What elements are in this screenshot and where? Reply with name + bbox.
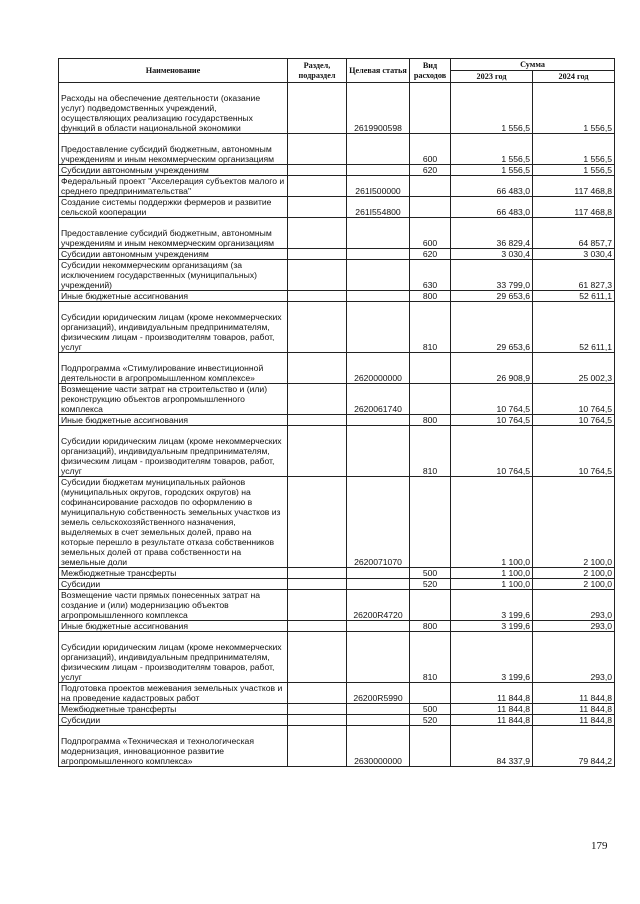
header-section: Раздел, подраздел <box>288 59 347 83</box>
cell-2023: 29 653,6 <box>451 291 533 302</box>
table-row <box>59 477 615 568</box>
cell-2023: 33 799,0 <box>451 260 533 291</box>
cell-2024: 1 556,5 <box>533 165 615 176</box>
cell-section <box>288 621 347 632</box>
cell-name: Подпрограмма «Стимулирование инвестиционной деятельности в агропромышленном комплексе» <box>59 353 288 384</box>
cell-name: Субсидии юридическим лицам (кроме некоммерческих организаций), индивидуальным предпринимателям, физическим лицам - производителям товаров, работ, услуг <box>59 302 288 353</box>
cell-2024: 117 468,8 <box>533 197 615 218</box>
cell-type: 620 <box>410 165 451 176</box>
table-row <box>59 197 615 218</box>
cell-2024: 52 611,1 <box>533 302 615 353</box>
cell-target <box>347 165 410 176</box>
cell-2023: 1 100,0 <box>451 477 533 568</box>
cell-type <box>410 683 451 704</box>
cell-target <box>347 715 410 726</box>
cell-section <box>288 218 347 249</box>
cell-name: Предоставление субсидий бюджетным, автономным учреждениям и иным некоммерческим организациям <box>59 134 288 165</box>
table-row <box>59 621 615 632</box>
cell-2023: 1 556,5 <box>451 83 533 134</box>
cell-2024: 10 764,5 <box>533 384 615 415</box>
cell-2024: 1 556,5 <box>533 134 615 165</box>
cell-name: Межбюджетные трансферты <box>59 568 288 579</box>
cell-type <box>410 197 451 218</box>
table-row <box>59 568 615 579</box>
table-row <box>59 83 615 134</box>
cell-name: Субсидии <box>59 715 288 726</box>
cell-name: Межбюджетные трансферты <box>59 704 288 715</box>
cell-2024: 2 100,0 <box>533 568 615 579</box>
table-row <box>59 134 615 165</box>
cell-target <box>347 415 410 426</box>
cell-target: 26200R4720 <box>347 590 410 621</box>
table-row <box>59 384 615 415</box>
cell-type <box>410 83 451 134</box>
cell-type: 600 <box>410 134 451 165</box>
cell-section <box>288 632 347 683</box>
cell-section <box>288 134 347 165</box>
cell-name: Субсидии некоммерческим организациям (за исключением государственных (муниципальных) учреждений) <box>59 260 288 291</box>
cell-2023: 66 483,0 <box>451 176 533 197</box>
cell-target <box>347 302 410 353</box>
cell-2023: 1 556,5 <box>451 165 533 176</box>
cell-section <box>288 176 347 197</box>
cell-type: 520 <box>410 715 451 726</box>
cell-name: Создание системы поддержки фермеров и развитие сельской кооперации <box>59 197 288 218</box>
cell-2024: 61 827,3 <box>533 260 615 291</box>
header-2023: 2023 год <box>451 71 533 83</box>
cell-2024: 2 100,0 <box>533 477 615 568</box>
cell-2023: 29 653,6 <box>451 302 533 353</box>
cell-type <box>410 384 451 415</box>
cell-section <box>288 83 347 134</box>
cell-name: Подготовка проектов межевания земельных участков и на проведение кадастровых работ <box>59 683 288 704</box>
cell-section <box>288 197 347 218</box>
cell-type <box>410 477 451 568</box>
page-number: 179 <box>591 840 608 852</box>
cell-2024: 52 611,1 <box>533 291 615 302</box>
cell-2024: 2 100,0 <box>533 579 615 590</box>
cell-name: Подпрограмма «Техническая и технологическая модернизация, инновационное развитие агропромышленного комплекса» <box>59 726 288 767</box>
cell-name: Субсидии автономным учреждениям <box>59 165 288 176</box>
cell-type: 810 <box>410 426 451 477</box>
cell-type: 800 <box>410 415 451 426</box>
cell-2023: 10 764,5 <box>451 415 533 426</box>
cell-section <box>288 683 347 704</box>
cell-2023: 36 829,4 <box>451 218 533 249</box>
cell-2023: 10 764,5 <box>451 426 533 477</box>
cell-type <box>410 726 451 767</box>
cell-target: 261I554800 <box>347 197 410 218</box>
cell-name: Федеральный проект "Акселерация субъектов малого и среднего предпринимательства" <box>59 176 288 197</box>
cell-name: Возмещение части затрат на строительство и (или) реконструкцию объектов агропромышленного комплекса <box>59 384 288 415</box>
table-header <box>59 59 615 83</box>
cell-section <box>288 704 347 715</box>
cell-type: 520 <box>410 579 451 590</box>
cell-2024: 64 857,7 <box>533 218 615 249</box>
cell-2023: 3 199,6 <box>451 621 533 632</box>
cell-type: 800 <box>410 621 451 632</box>
cell-section <box>288 165 347 176</box>
cell-type: 630 <box>410 260 451 291</box>
cell-name: Субсидии бюджетам муниципальных районов (муниципальных округов, городских округов) на софинансирование расходов по оформлению в муниципальную собственность земельных участков из земель сельскохозяйственного назначения, выделяемых в счет земельных долей, право на которые перешло в результате отказа собственников земельных долей от права собственности на земельные доли <box>59 477 288 568</box>
cell-section <box>288 477 347 568</box>
cell-2023: 3 199,6 <box>451 590 533 621</box>
header-name: Наименование <box>59 59 288 83</box>
cell-name: Иные бюджетные ассигнования <box>59 291 288 302</box>
cell-section <box>288 291 347 302</box>
cell-2023: 3 030,4 <box>451 249 533 260</box>
header-target: Целевая статья <box>347 59 410 83</box>
table-row <box>59 249 615 260</box>
table-row <box>59 302 615 353</box>
cell-section <box>288 353 347 384</box>
cell-section <box>288 260 347 291</box>
cell-2024: 10 764,5 <box>533 426 615 477</box>
table-row <box>59 176 615 197</box>
cell-type <box>410 176 451 197</box>
cell-type: 810 <box>410 632 451 683</box>
cell-2024: 11 844,8 <box>533 715 615 726</box>
cell-2024: 10 764,5 <box>533 415 615 426</box>
cell-target: 26200R5990 <box>347 683 410 704</box>
cell-section <box>288 426 347 477</box>
cell-target: 2620071070 <box>347 477 410 568</box>
table-row <box>59 590 615 621</box>
cell-section <box>288 715 347 726</box>
table-row <box>59 632 615 683</box>
cell-section <box>288 249 347 260</box>
cell-2024: 117 468,8 <box>533 176 615 197</box>
cell-type <box>410 353 451 384</box>
table-row <box>59 426 615 477</box>
header-sum: Сумма <box>451 59 615 71</box>
cell-target: 2620061740 <box>347 384 410 415</box>
cell-2024: 3 030,4 <box>533 249 615 260</box>
cell-2023: 10 764,5 <box>451 384 533 415</box>
cell-name: Субсидии <box>59 579 288 590</box>
cell-2023: 26 908,9 <box>451 353 533 384</box>
cell-target: 2620000000 <box>347 353 410 384</box>
cell-2024: 1 556,5 <box>533 83 615 134</box>
cell-2023: 1 100,0 <box>451 579 533 590</box>
cell-2024: 293,0 <box>533 621 615 632</box>
cell-target: 2630000000 <box>347 726 410 767</box>
cell-type: 800 <box>410 291 451 302</box>
table-row <box>59 704 615 715</box>
budget-table-container <box>58 58 614 767</box>
cell-target <box>347 621 410 632</box>
cell-name: Предоставление субсидий бюджетным, автономным учреждениям и иным некоммерческим организациям <box>59 218 288 249</box>
cell-2024: 11 844,8 <box>533 704 615 715</box>
table-row <box>59 353 615 384</box>
cell-section <box>288 302 347 353</box>
cell-target <box>347 260 410 291</box>
cell-2023: 1 556,5 <box>451 134 533 165</box>
cell-2023: 84 337,9 <box>451 726 533 767</box>
table-row <box>59 683 615 704</box>
header-type: Вид расходов <box>410 59 451 83</box>
budget-table <box>58 58 615 767</box>
cell-section <box>288 384 347 415</box>
cell-type: 500 <box>410 568 451 579</box>
cell-target <box>347 704 410 715</box>
cell-name: Иные бюджетные ассигнования <box>59 415 288 426</box>
header-2024: 2024 год <box>533 71 615 83</box>
table-row <box>59 165 615 176</box>
cell-target <box>347 291 410 302</box>
cell-name: Возмещение части прямых понесенных затрат на создание и (или) модернизацию объектов агропромышленного комплекса <box>59 590 288 621</box>
cell-name: Субсидии автономным учреждениям <box>59 249 288 260</box>
cell-type: 500 <box>410 704 451 715</box>
cell-name: Субсидии юридическим лицам (кроме некоммерческих организаций), индивидуальным предпринимателям, физическим лицам - производителям товаров, работ, услуг <box>59 632 288 683</box>
cell-2023: 1 100,0 <box>451 568 533 579</box>
cell-name: Расходы на обеспечение деятельности (оказание услуг) подведомственных учреждений, осуществляющих реализацию государственных функций в области национальной экономики <box>59 83 288 134</box>
cell-2023: 11 844,8 <box>451 683 533 704</box>
cell-type: 620 <box>410 249 451 260</box>
cell-target: 261I500000 <box>347 176 410 197</box>
cell-target <box>347 218 410 249</box>
cell-type <box>410 590 451 621</box>
cell-2024: 293,0 <box>533 590 615 621</box>
cell-target <box>347 134 410 165</box>
cell-target <box>347 579 410 590</box>
cell-2024: 79 844,2 <box>533 726 615 767</box>
cell-section <box>288 726 347 767</box>
cell-name: Субсидии юридическим лицам (кроме некоммерческих организаций), индивидуальным предпринимателям, физическим лицам - производителям товаров, работ, услуг <box>59 426 288 477</box>
table-row <box>59 579 615 590</box>
table-row <box>59 715 615 726</box>
table-row <box>59 291 615 302</box>
table-row <box>59 726 615 767</box>
cell-target <box>347 632 410 683</box>
cell-name: Иные бюджетные ассигнования <box>59 621 288 632</box>
cell-2023: 11 844,8 <box>451 704 533 715</box>
cell-target: 2619900598 <box>347 83 410 134</box>
cell-2023: 3 199,6 <box>451 632 533 683</box>
table-row <box>59 260 615 291</box>
cell-2023: 66 483,0 <box>451 197 533 218</box>
cell-target <box>347 249 410 260</box>
cell-2023: 11 844,8 <box>451 715 533 726</box>
table-row <box>59 218 615 249</box>
cell-target <box>347 426 410 477</box>
cell-section <box>288 415 347 426</box>
cell-2024: 11 844,8 <box>533 683 615 704</box>
cell-section <box>288 579 347 590</box>
cell-section <box>288 568 347 579</box>
cell-type: 810 <box>410 302 451 353</box>
table-body <box>59 83 615 767</box>
cell-2024: 293,0 <box>533 632 615 683</box>
table-row <box>59 415 615 426</box>
cell-section <box>288 590 347 621</box>
cell-type: 600 <box>410 218 451 249</box>
cell-2024: 25 002,3 <box>533 353 615 384</box>
cell-target <box>347 568 410 579</box>
